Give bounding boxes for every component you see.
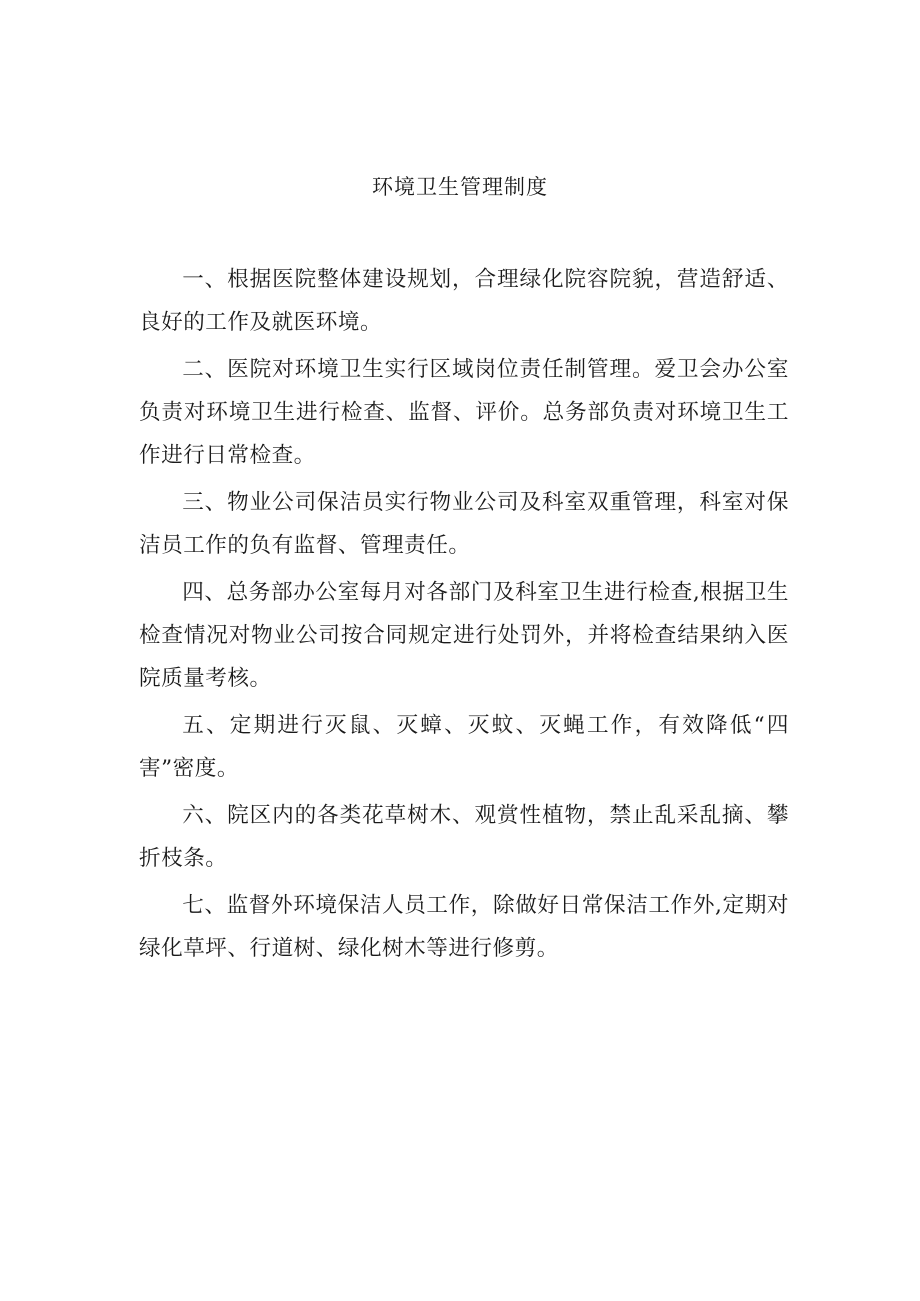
paragraph-4: 四、总务部办公室每月对各部门及科室卫生进行检查,根据卫生检查情况对物业公司按合同规定进行处罚外，并将检查结果纳入医院质量考核。 (139, 580, 789, 691)
paragraph-6: 六、院区内的各类花草树木、观赏性植物，禁止乱采乱摘、攀折枝条。 (139, 803, 789, 871)
document-body (139, 258, 789, 974)
paragraph-2: 二、医院对环境卫生实行区域岗位责任制管理。爱卫会办公室负责对环境卫生进行检查、监督、评价。总务部负责对环境卫生工作进行日常检查。 (139, 357, 789, 468)
paragraph-5: 五、定期进行灭鼠、灭蟑、灭蚊、灭蝇工作，有效降低“四害”密度。 (139, 713, 789, 781)
paragraph-7: 七、监督外环境保洁人员工作，除做好日常保洁工作外,定期对绿化草坪、行道树、绿化树木等进行修剪。 (139, 893, 789, 961)
document-title: 环境卫生管理制度 (372, 175, 548, 199)
paragraph-3: 三、物业公司保洁员实行物业公司及科室双重管理，科室对保洁员工作的负有监督、管理责任。 (139, 490, 789, 558)
paragraph-1: 一、根据医院整体建设规划，合理绿化院容院貌，营造舒适、良好的工作及就医环境。 (139, 267, 789, 335)
